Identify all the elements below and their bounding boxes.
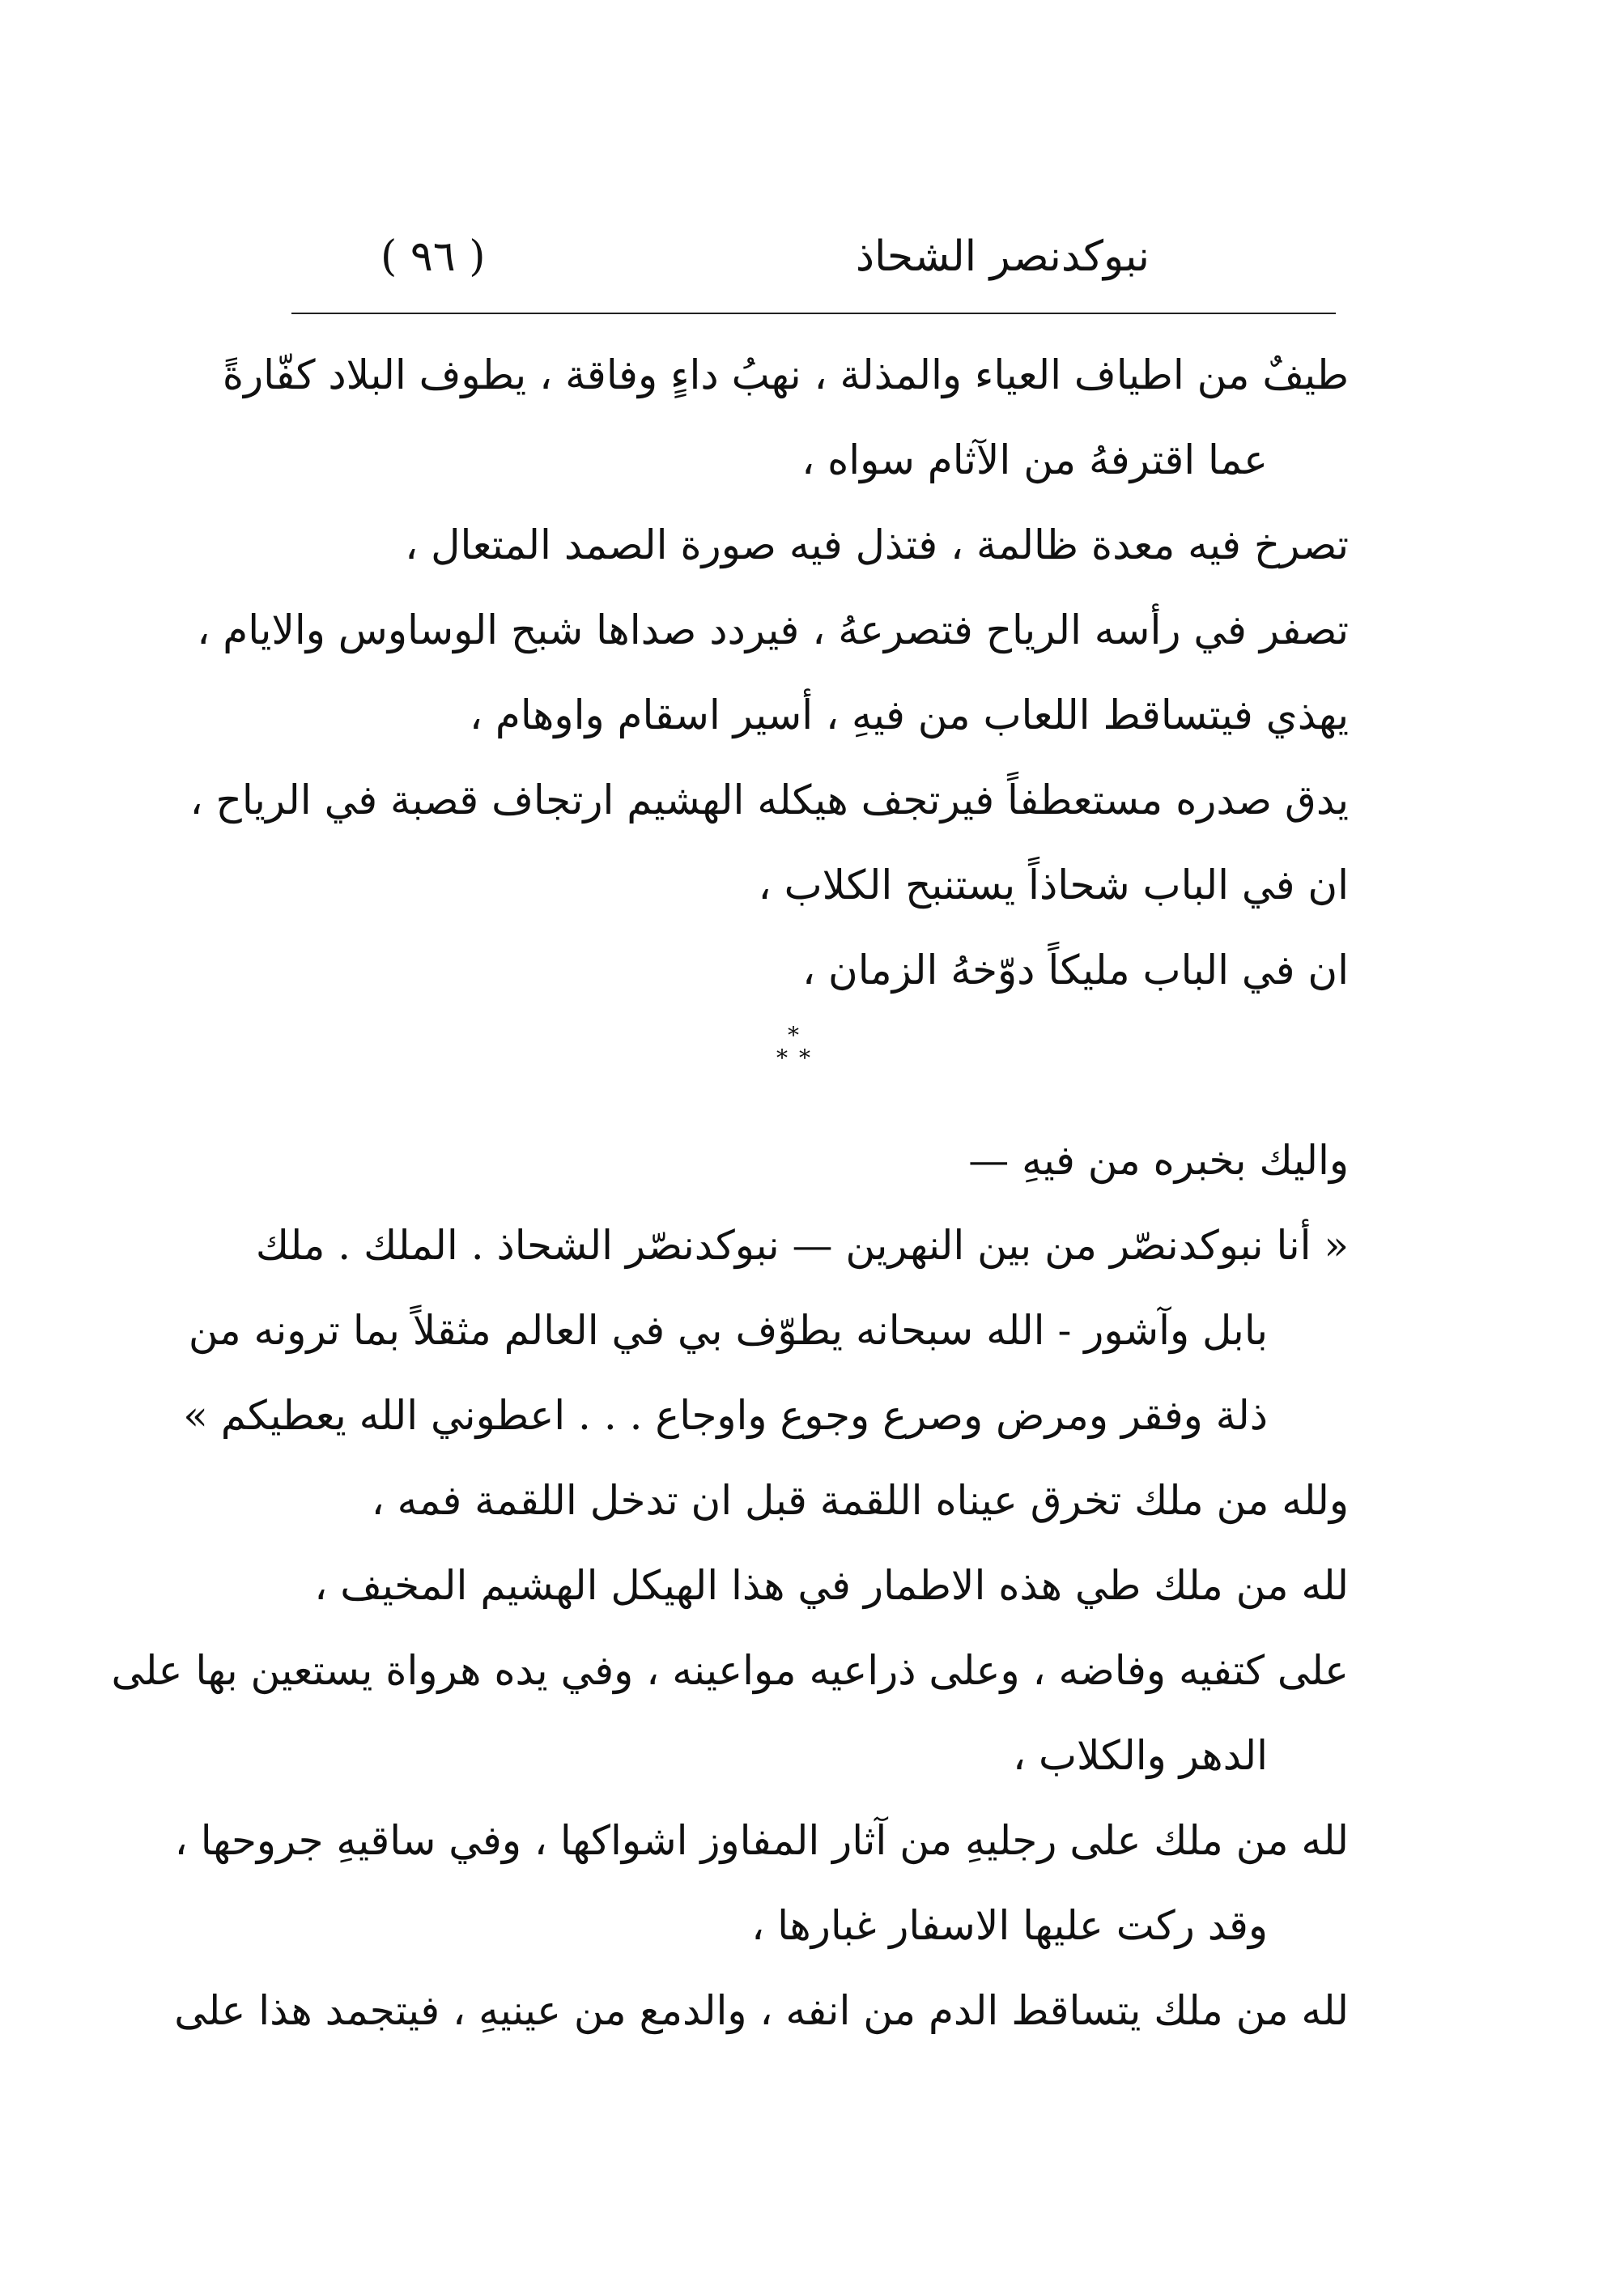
text-line: ان في الباب شحاذاً يستنبح الكلاب ، (758, 862, 1349, 909)
text-line: ذلة وفقر ومرض وصرع وجوع واوجاع . . . اعطوني الله يعطيكم » (183, 1392, 1268, 1439)
text-line: ان في الباب مليكاً دوّخهُ الزمان ، (801, 947, 1349, 994)
ornament-star: * (788, 1022, 799, 1049)
text-line: وقد ركت عليها الاسفار غبارها ، (751, 1902, 1268, 1949)
text-line: لله من ملك طي هذه الاطمار في هذا الهيكل الهشيم المخيف ، (314, 1562, 1349, 1609)
text-line: عما اقترفهُ من الآثام سواه ، (801, 436, 1268, 483)
text-line: لله من ملك يتساقط الدم من انفه ، والدمع من عينيهِ ، فيتجمد هذا على (174, 1987, 1349, 2034)
page-header (291, 212, 1336, 300)
text-line: يهذي فيتساقط اللعاب من فيهِ ، أسير اسقام واوهام ، (469, 692, 1349, 738)
header-rule (291, 313, 1336, 314)
text-line: طيفٌ من اطياف العياء والمذلة ، نهبُ داءٍ وفاقة ، يطوف البلاد كفّارةً (222, 351, 1349, 398)
running-title: نبوكدنصر الشحاذ (855, 232, 1150, 281)
text-line: لله من ملك على رجليهِ من آثار المفاوز اشواكها ، وفي ساقيهِ جروحها ، (174, 1817, 1349, 1864)
text-line: تصرخ فيه معدة ظالمة ، فتذل فيه صورة الصمد المتعال ، (405, 521, 1349, 568)
text-line: ولله من ملك تخرق عيناه اللقمة قبل ان تدخل اللقمة فمه ، (371, 1477, 1349, 1524)
text-line: الدهر والكلاب ، (1012, 1732, 1268, 1779)
text-line: على كتفيه وفاضه ، وعلى ذراعيه مواعينه ، وفي يده هرواة يستعين بها على (111, 1647, 1349, 1694)
ornament-star: ** (776, 1045, 822, 1071)
text-line: يدق صدره مستعطفاً فيرتجف هيكله الهشيم ارتجاف قصبة في الرياح ، (189, 777, 1349, 824)
text-line: تصفر في رأسه الرياح فتصرعهُ ، فيردد صداها شبح الوساوس والايام ، (197, 606, 1349, 653)
text-line: بابل وآشور - الله سبحانه يطوّف بي في العالم مثقلاً بما ترونه من (188, 1307, 1268, 1354)
text-line: « أنا نبوكدنصّر من بين النهرين — نبوكدنصّر الشحاذ . الملك . ملك (255, 1222, 1349, 1269)
page-number: ( ٩٦ ) (380, 232, 486, 281)
text-line: واليك بخبره من فيهِ — (968, 1137, 1349, 1184)
section-ornament (761, 1024, 826, 1081)
